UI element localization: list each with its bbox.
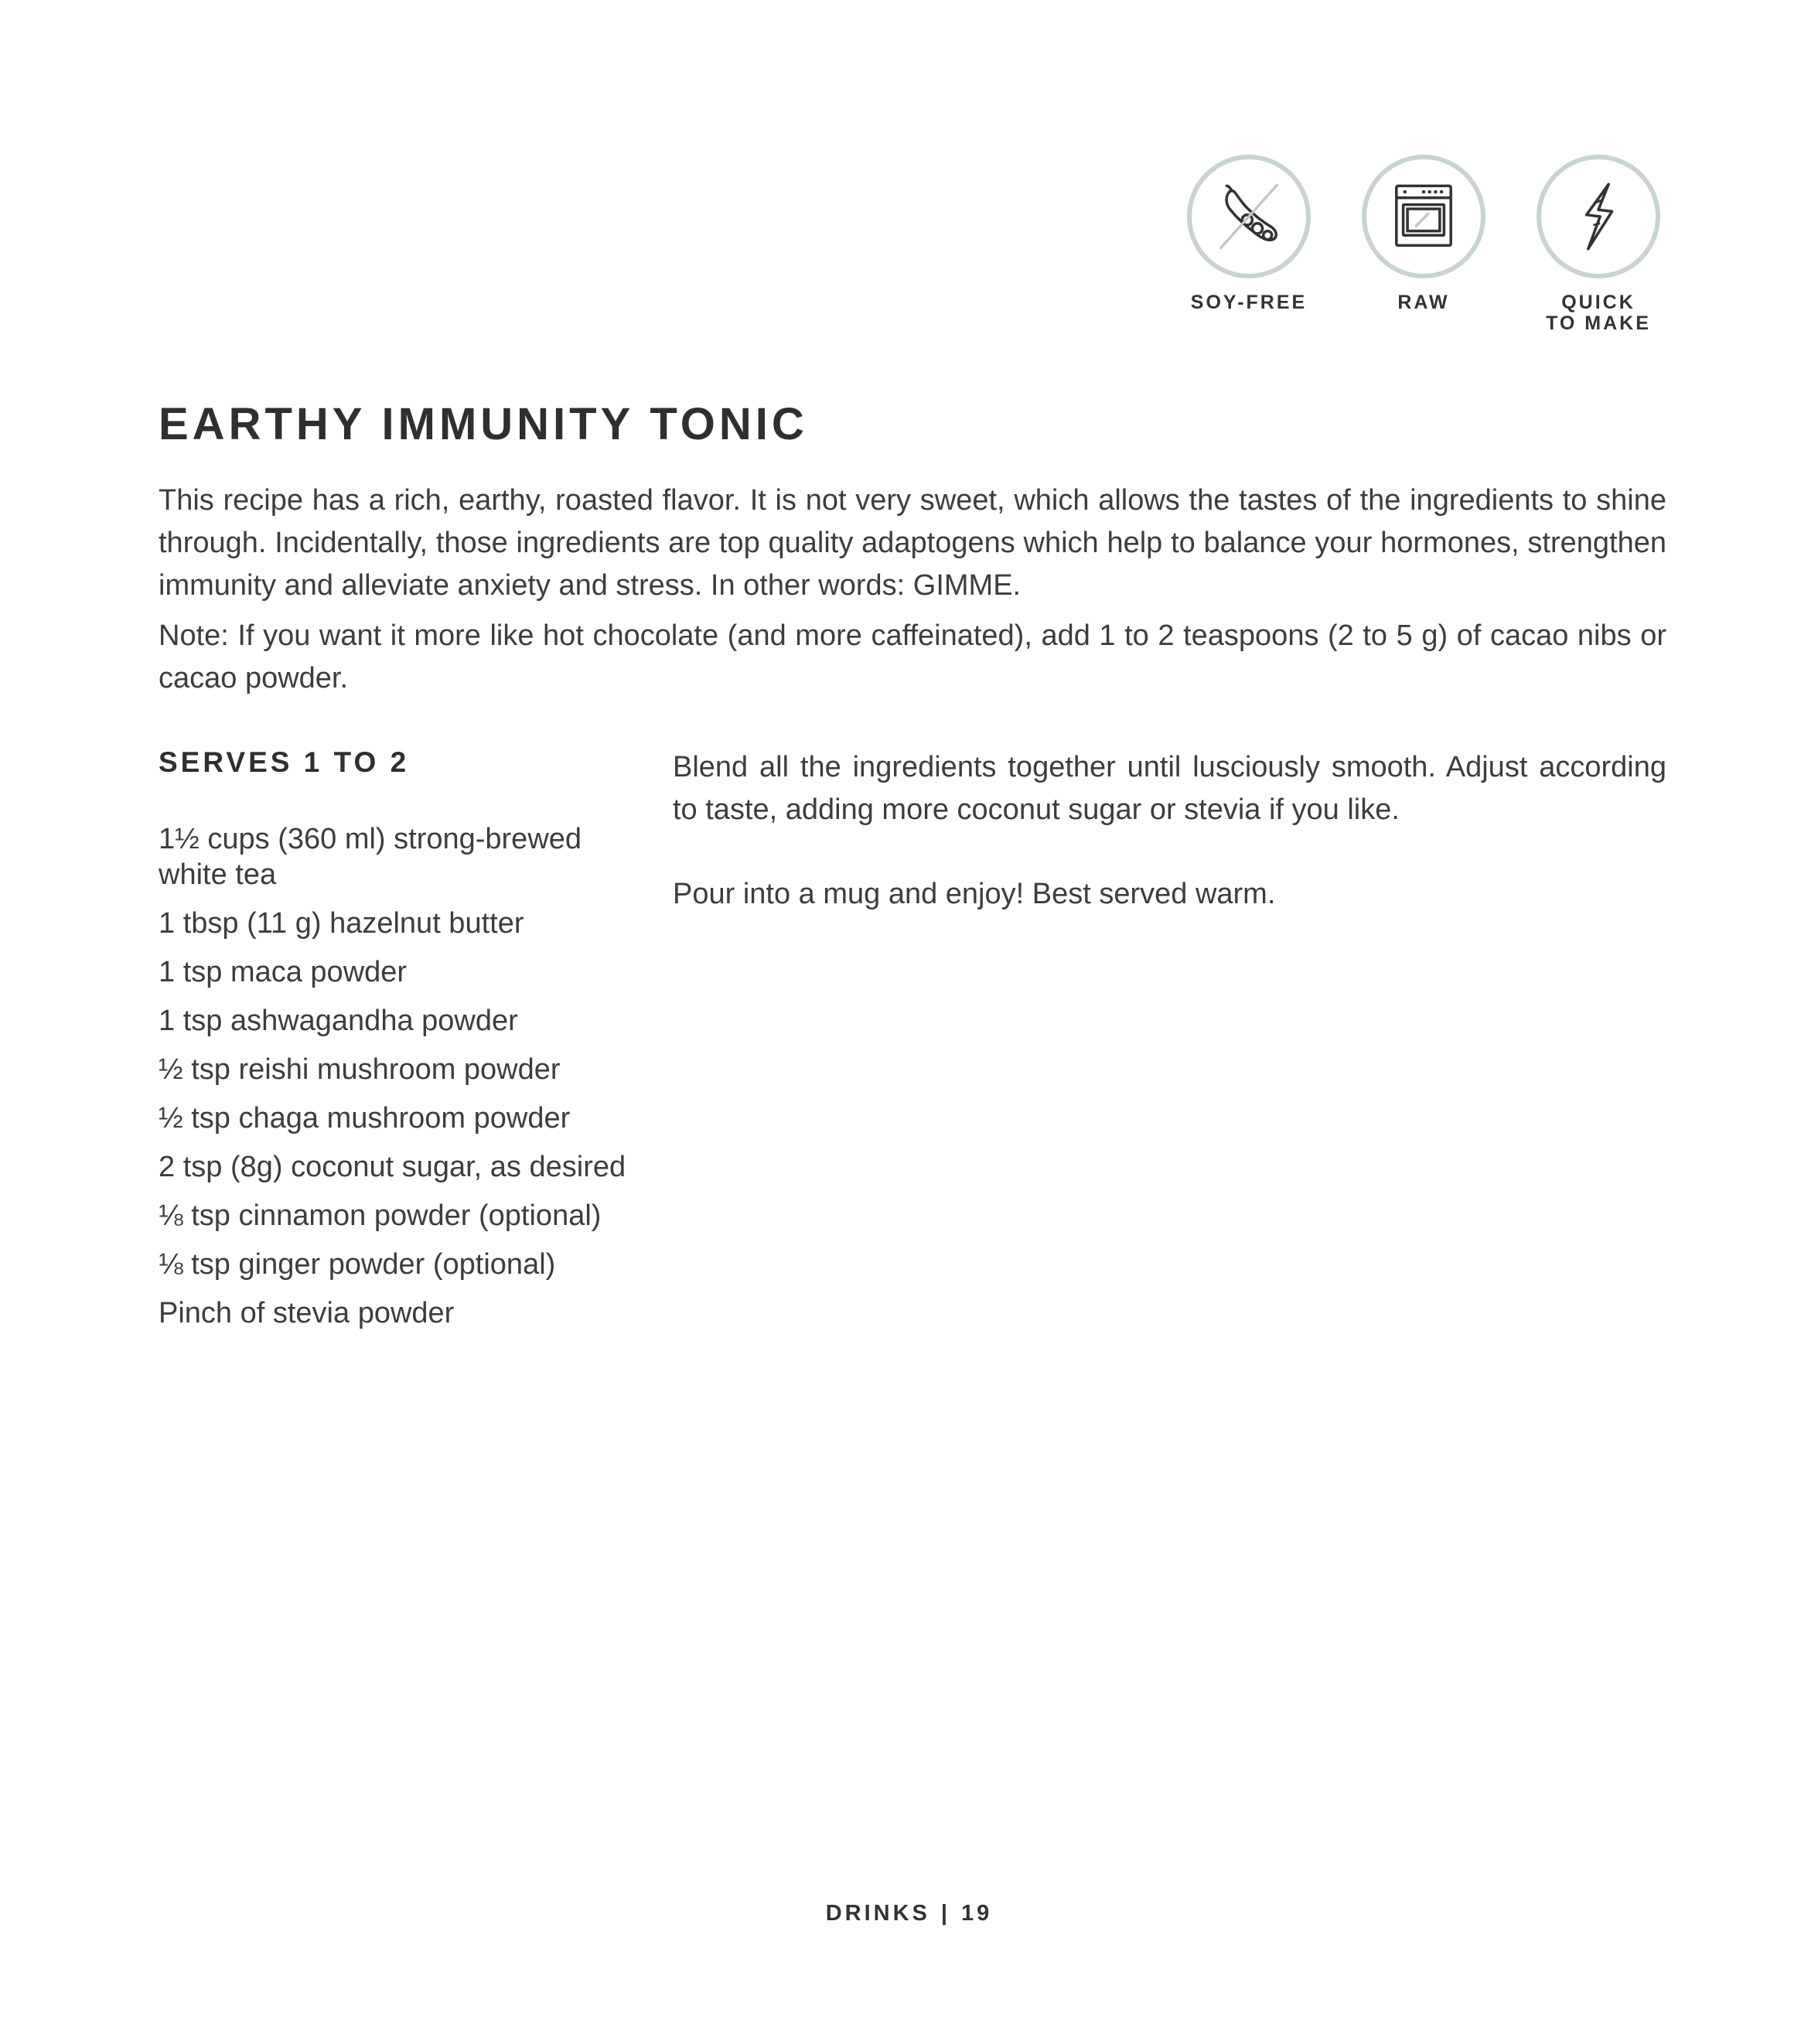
ingredient-item: 1 tsp ashwagandha powder (159, 1005, 518, 1037)
footer-separator: | (940, 1901, 951, 1926)
badge-quick-to-make (1533, 155, 1664, 334)
method-step: Blend all the ingredients together until lusciously smooth. Adjust according to taste, adding more coconut sugar or stevia if you like. (673, 751, 1666, 826)
method-step: Pour into a mug and enjoy! Best served warm. (673, 878, 1276, 910)
recipe-note: Note: If you want it more like hot chocolate (and more caffeinated), add 1 to 2 teaspoons (2 to 5 g) of cacao nibs or cacao powder. (159, 619, 1666, 694)
ingredient-list (159, 821, 638, 1344)
recipe-intro: This recipe has a rich, earthy, roasted flavor. It is not very sweet, which allows the tastes of the ingredients to shine through. Incidentally, those ingredients are top quality adaptogens which help to balance your hormones, strengthen immunity and alleviate anxiety and stress. In other words: GIMME. (159, 484, 1666, 602)
ingredient-item: 2 tsp (8g) coconut sugar, as desired (159, 1151, 626, 1183)
badge-circle (1537, 155, 1660, 278)
serves-heading: SERVES 1 TO 2 (159, 746, 410, 778)
footer-section: DRINKS (825, 1901, 930, 1926)
page-number: 19 (961, 1901, 993, 1926)
lightning-icon (1556, 174, 1641, 259)
recipe-title: EARTHY IMMUNITY TONIC (159, 399, 808, 449)
soy-free-icon (1206, 174, 1291, 259)
ingredient-item: ⅛ tsp ginger powder (optional) (159, 1248, 556, 1281)
ingredient-item: ⅛ tsp cinnamon powder (optional) (159, 1199, 602, 1232)
ingredient-item: 1½ cups (360 ml) strong-brewed white tea (159, 823, 582, 891)
ingredient-item: Pinch of stevia powder (159, 1297, 455, 1329)
badge-label: QUICK TO MAKE (1546, 292, 1651, 334)
badge-circle (1362, 155, 1485, 278)
method-section (673, 746, 1666, 957)
ingredient-item: ½ tsp chaga mushroom powder (159, 1102, 571, 1135)
oven-icon (1381, 174, 1466, 259)
recipe-badges (1183, 155, 1664, 334)
badge-raw (1358, 155, 1489, 334)
page-footer (0, 1901, 1818, 1926)
badge-circle (1187, 155, 1311, 278)
badge-soy-free (1183, 155, 1315, 334)
ingredient-item: ½ tsp reishi mushroom powder (159, 1053, 561, 1086)
badge-label: RAW (1397, 292, 1450, 313)
ingredient-item: 1 tsp maca powder (159, 956, 408, 988)
badge-label: SOY-FREE (1190, 292, 1308, 313)
ingredient-item: 1 tbsp (11 g) hazelnut butter (159, 907, 524, 940)
